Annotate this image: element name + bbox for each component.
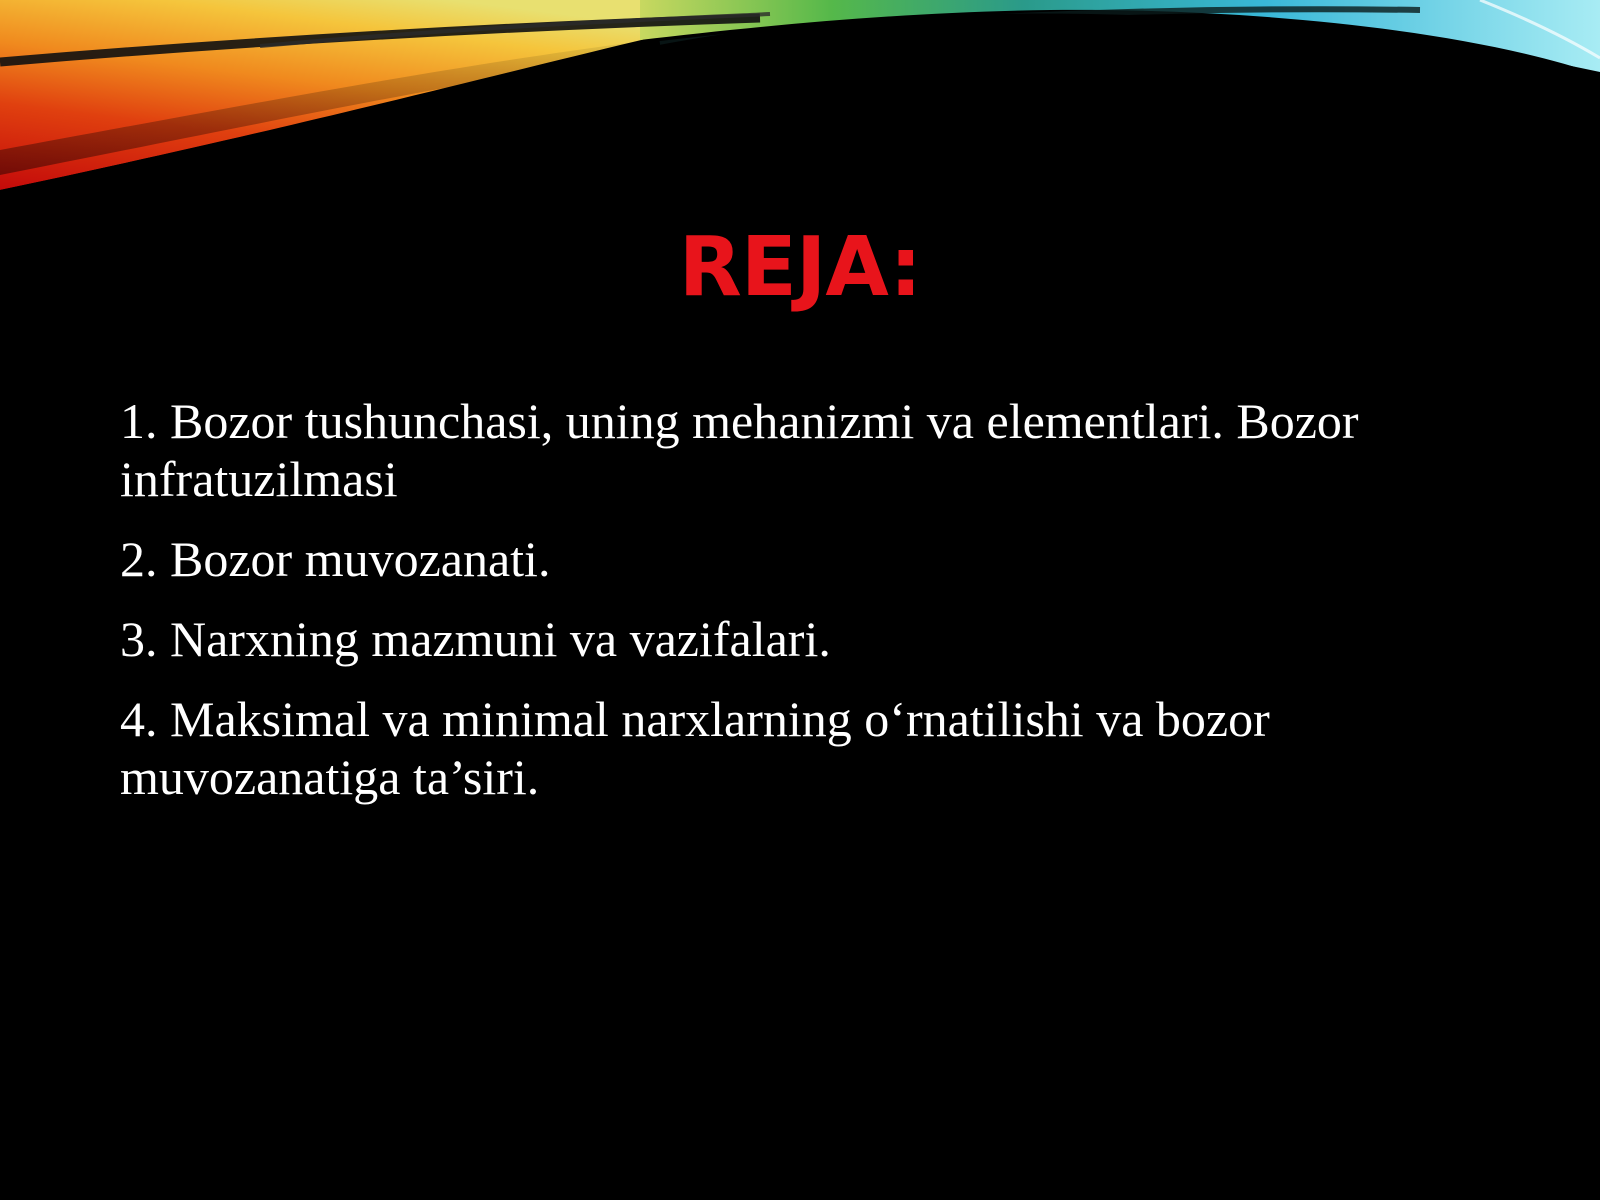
plan-list	[120, 392, 1500, 828]
slide-title: REJA:	[678, 220, 922, 315]
plan-item-1: 1. Bozor tushunchasi, uning mehanizmi va elementlari. Bozor infratuzilmasi	[120, 393, 1359, 507]
plan-item-3: 3. Narxning mazmuni va vazifalari.	[120, 611, 831, 667]
decorative-wave-banner	[0, 0, 1600, 200]
plan-item-4: 4. Maksimal va minimal narxlarning o‘rnatilishi va bozor muvozanatiga ta’siri.	[120, 691, 1270, 805]
plan-item-2: 2. Bozor muvozanati.	[120, 531, 551, 587]
